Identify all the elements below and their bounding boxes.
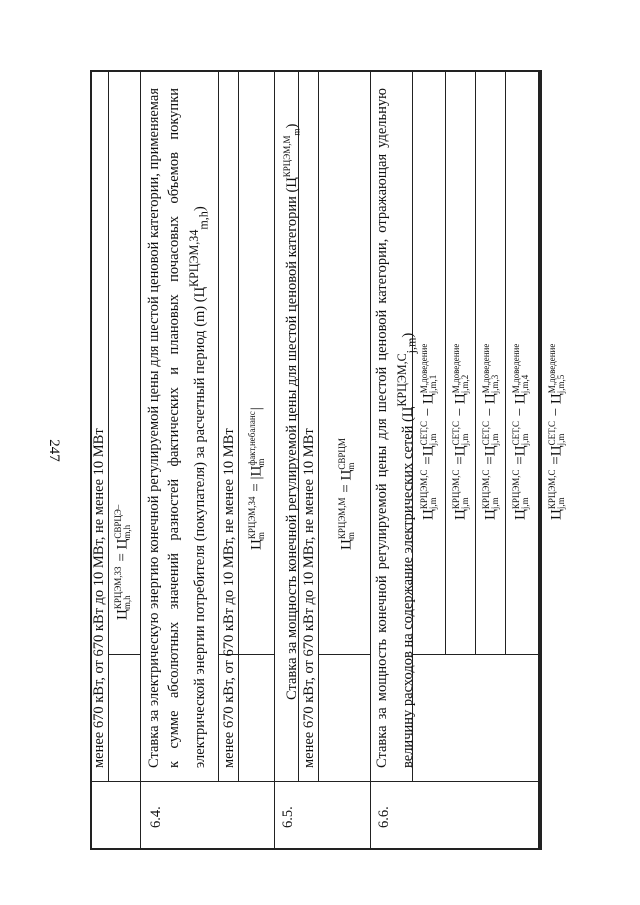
border-left [90,849,540,851]
col-separator [90,781,540,782]
border-tail [540,70,542,850]
item-64-text: Ставка за электрическую энергию конечной регулируемой цены для шестой ценовой категории, применяемая к сумме абсолютных значений разностей фактических и плановых почасовых объемов покупки электрической энергии потребителя (покупателя) за расчетный период (m) $(Ц^{КРЦЭМ,З4}_{m,h})$ [146,88,211,768]
formula-66-4: ЦКРЦЭМ,С j,m =ЦСЕТ,С j,m − ЦМ,доведение j,m,4 [511,343,530,520]
item-64-number: 6.4. [148,806,164,828]
border-right [90,71,540,73]
row-line [445,70,446,655]
row-line [108,70,109,782]
item-65-number: 6.5. [280,806,296,828]
row-top-text: менее 670 кВт, от 670 кВт до 10 МВт, не менее 10 МВт [91,428,107,768]
cell-sep-top [108,654,140,655]
formula-64: ЦКРЦЭМ,З4 m = |Цфакт,небаланс m| [247,407,266,550]
formula-66-3: ЦКРЦЭМ,С j,m =ЦСЕТ,С j,m − ЦМ,доведение j,m,3 [481,343,500,520]
item-65-sub: менее 670 кВт, от 670 кВт до 10 МВт, не менее 10 МВт [301,428,317,768]
row-line [505,70,506,655]
cell-sep-65 [318,654,370,655]
row-line [274,70,275,850]
row-line [218,70,219,782]
formula-66-2: ЦКРЦЭМ,С j,m =ЦСЕТ,С j,m − ЦМ,доведение j,m,2 [451,343,470,520]
rotated-table [90,70,540,850]
item-66-number: 6.6. [376,806,392,828]
row-line [140,70,141,850]
formula-top: ЦКРЦЭМ,ЗЗ m,h = ЦСВРЦЭ– m,h [113,504,132,620]
row-line [370,70,371,850]
row-line [238,70,239,782]
page-number-text: 247 [45,439,62,462]
formula-66-1: ЦКРЦЭМ,С j,m =ЦСЕТ,С j,m − ЦМ,доведение j,m,1 [419,343,438,520]
row-line [318,70,319,782]
item-64-sub: менее 670 кВт, от 670 кВт до 10 МВт, не менее 10 МВт [221,428,237,768]
formula-66-5: ЦКРЦЭМ,С j,m =ЦСЕТ,С j,m − ЦМ,доведение j,m,5 [547,343,566,520]
rotated-table-tail [540,70,580,850]
table [90,70,540,850]
formula-65: ЦКРЦЭМ,М m = ЦСВРЦМ m [337,438,356,550]
item-66-text: Ставка за мощность конечной регулируемой цены для шестой ценовой категории, отражающая удельную величину расходов на содержание электрических сетей $(Ц^{КРЦЭМ,С}_{j,m})$ [374,88,419,768]
row-line [475,70,476,655]
cell-sep-66 [412,654,540,655]
item-65-text: Ставка за мощность конечной регулируемой цены для шестой ценовой категории $(Ц^{КРЦЭМ,М}_m)$ [282,123,302,700]
